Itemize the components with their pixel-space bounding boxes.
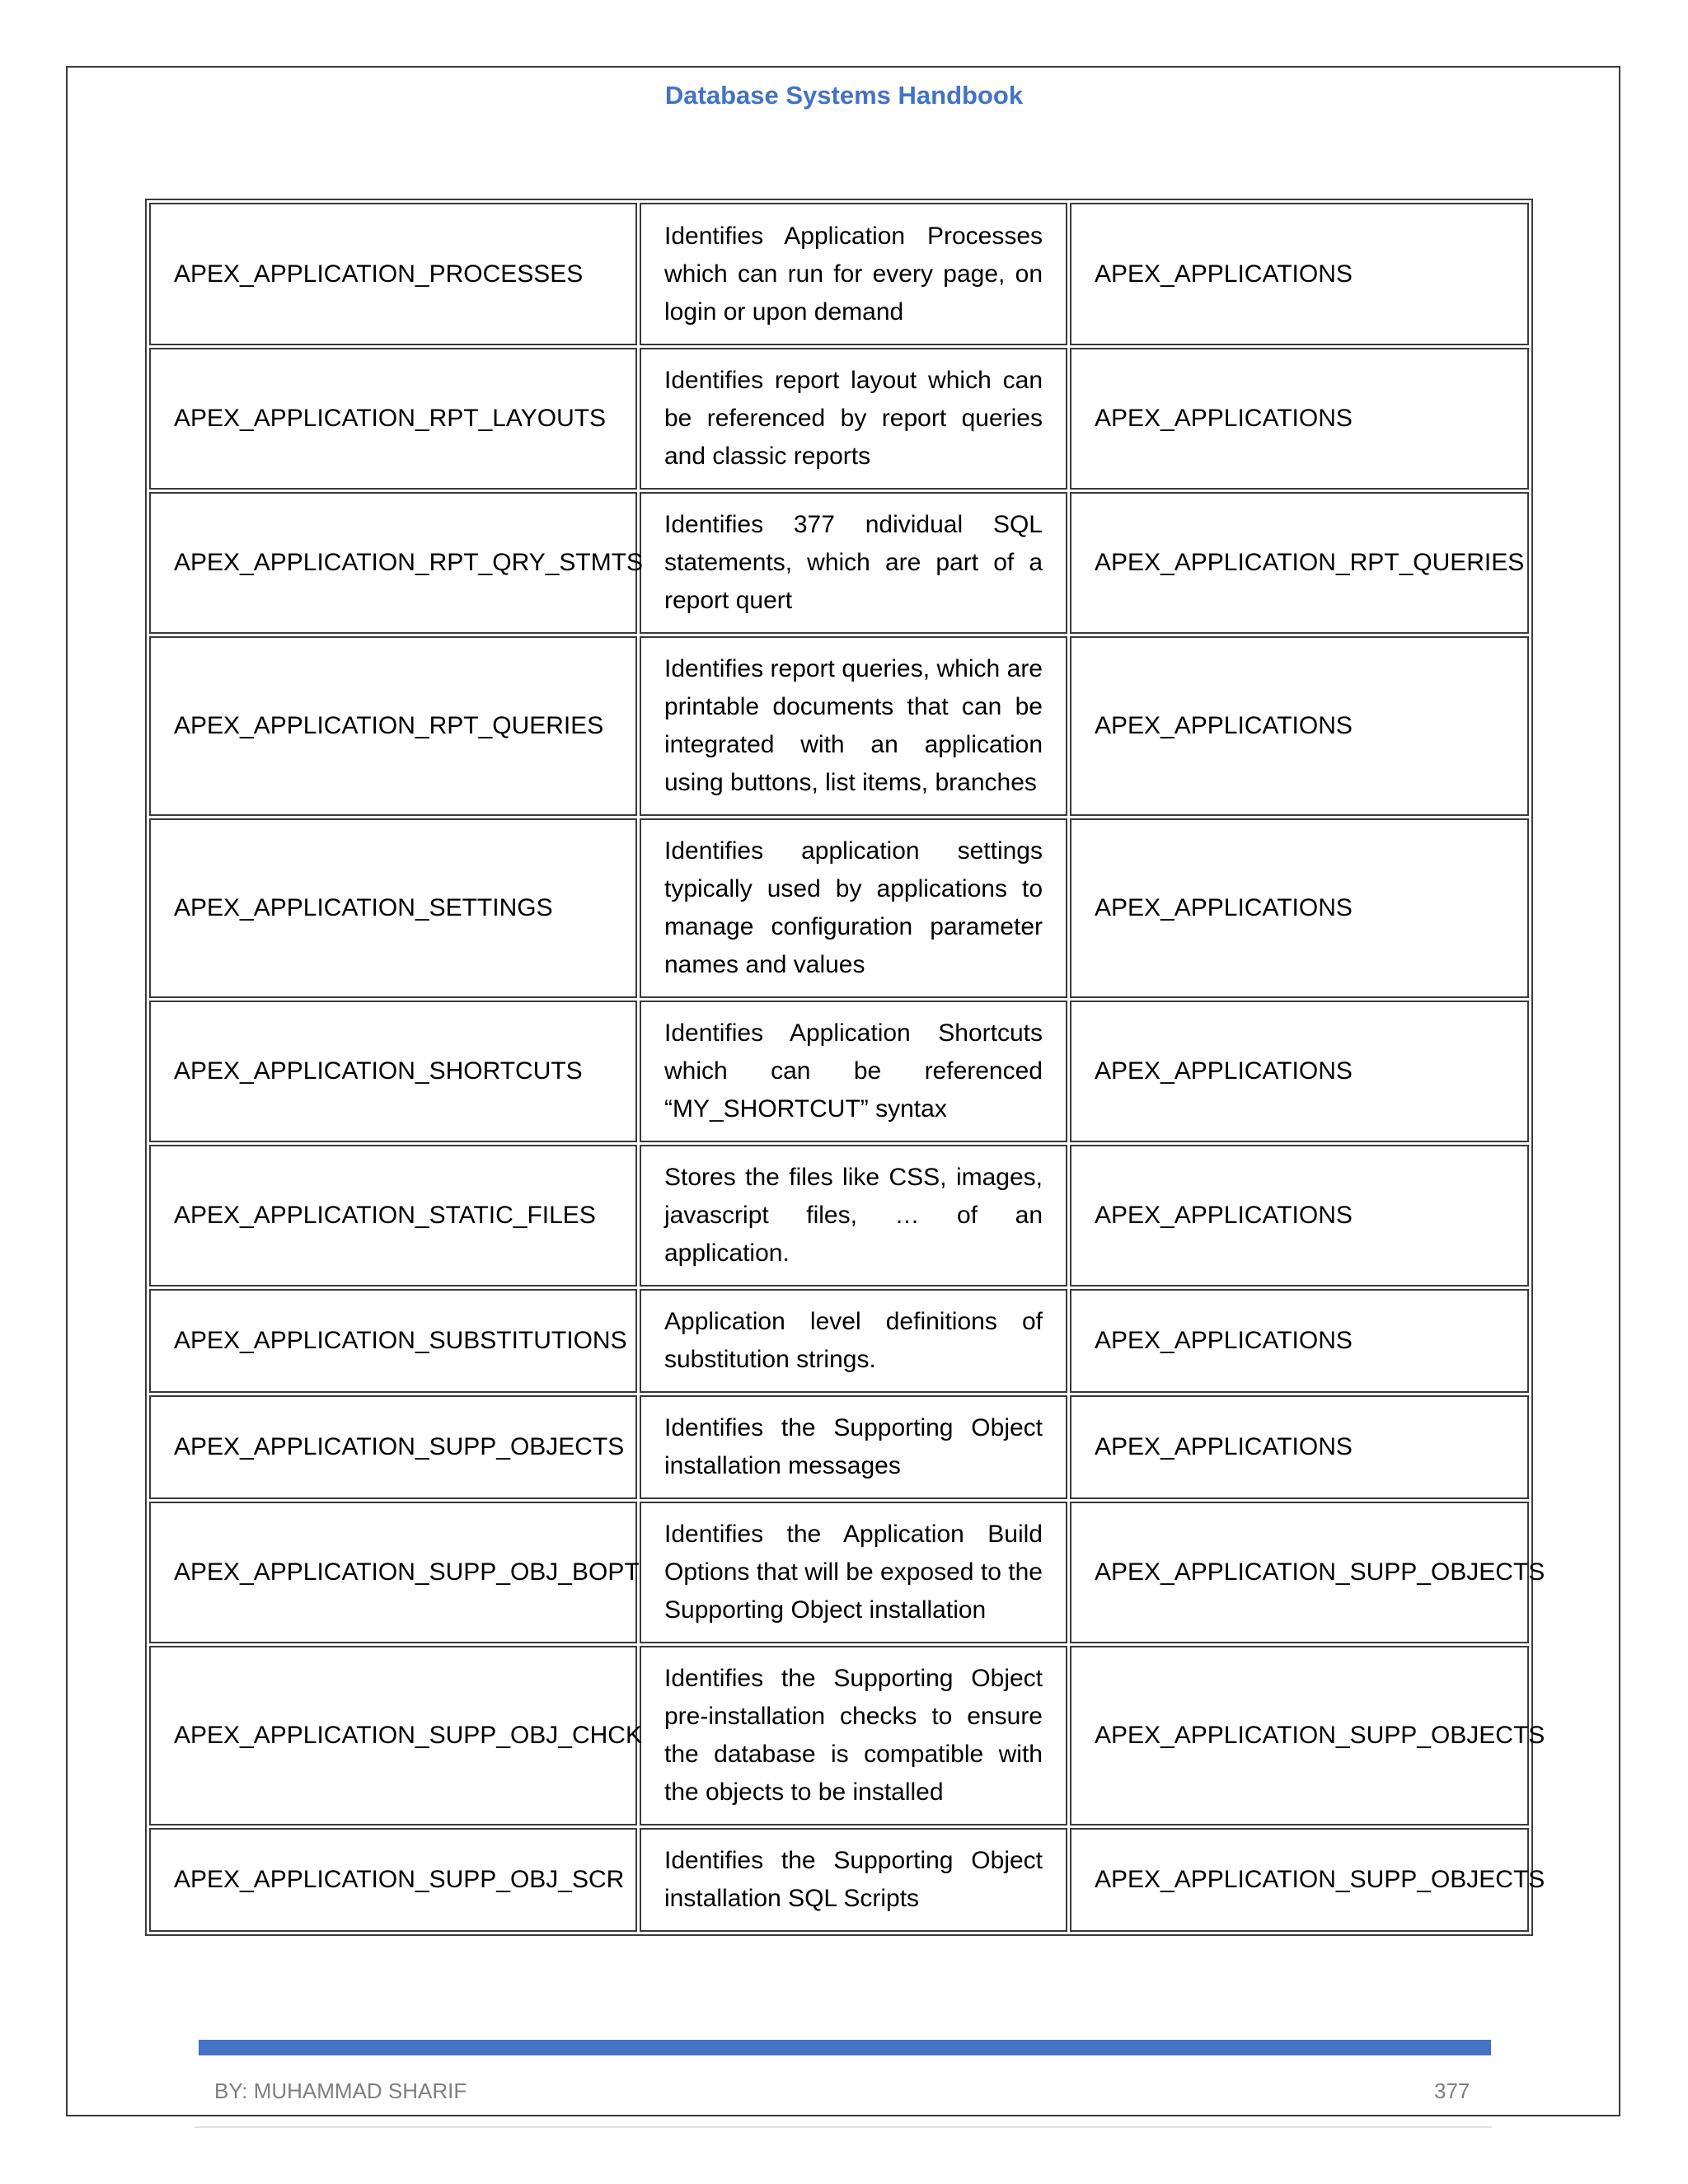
parent-view-cell: APEX_APPLICATIONS [1070, 1145, 1529, 1286]
table-row [149, 818, 1529, 998]
parent-view-cell: APEX_APPLICATIONS [1070, 636, 1529, 816]
view-name-cell: APEX_APPLICATION_SHORTCUTS [149, 1001, 637, 1142]
table-row [149, 1145, 1529, 1286]
description-cell: Identifies the Application Build Options that will be exposed to the Supporting Object installation [640, 1502, 1067, 1643]
footer-accent-bar [199, 2040, 1491, 2055]
view-name-cell: APEX_APPLICATION_SUBSTITUTIONS [149, 1289, 637, 1393]
parent-view-cell: APEX_APPLICATIONS [1070, 1289, 1529, 1393]
footer-page-number: 377 [1434, 2079, 1470, 2103]
parent-view-cell: APEX_APPLICATIONS [1070, 348, 1529, 490]
table-row [149, 1001, 1529, 1142]
table-row [149, 1502, 1529, 1643]
description-cell: Identifies application settings typically used by applications to manage configuration parameter names and values [640, 818, 1067, 998]
description-cell: Application level definitions of substitution strings. [640, 1289, 1067, 1393]
view-name-cell: APEX_APPLICATION_PROCESSES [149, 203, 637, 345]
view-name-cell: APEX_APPLICATION_SUPP_OBJ_SCR [149, 1828, 637, 1932]
view-name-cell: APEX_APPLICATION_RPT_QRY_STMTS [149, 492, 637, 634]
description-cell: Identifies report queries, which are printable documents that can be integrated with an application using buttons, list items, branches [640, 636, 1067, 816]
parent-view-cell: APEX_APPLICATION_SUPP_OBJECTS [1070, 1502, 1529, 1643]
page-header-title: Database Systems Handbook [664, 81, 1024, 110]
table-row [149, 1646, 1529, 1825]
parent-view-cell: APEX_APPLICATIONS [1070, 818, 1529, 998]
description-cell: Identifies Application Shortcuts which can be referenced “MY_SHORTCUT” syntax [640, 1001, 1067, 1142]
table-row [149, 492, 1529, 634]
table-row [149, 636, 1529, 816]
table-row [149, 1395, 1529, 1499]
table-row [149, 348, 1529, 490]
parent-view-cell: APEX_APPLICATION_SUPP_OBJECTS [1070, 1828, 1529, 1932]
parent-view-cell: APEX_APPLICATIONS [1070, 1395, 1529, 1499]
description-cell: Identifies report layout which can be referenced by report queries and classic reports [640, 348, 1067, 490]
view-name-cell: APEX_APPLICATION_SUPP_OBJECTS [149, 1395, 637, 1499]
footer-author: BY: MUHAMMAD SHARIF [214, 2079, 467, 2103]
view-name-cell: APEX_APPLICATION_RPT_LAYOUTS [149, 348, 637, 490]
view-name-cell: APEX_APPLICATION_SETTINGS [149, 818, 637, 998]
table-row [149, 203, 1529, 345]
view-name-cell: APEX_APPLICATION_STATIC_FILES [149, 1145, 637, 1286]
view-name-cell: APEX_APPLICATION_SUPP_OBJ_BOPT [149, 1502, 637, 1643]
description-cell: Identifies the Supporting Object pre-installation checks to ensure the database is compatible with the objects to be installed [640, 1646, 1067, 1825]
parent-view-cell: APEX_APPLICATION_SUPP_OBJECTS [1070, 1646, 1529, 1825]
description-cell: Identifies the Supporting Object installation messages [640, 1395, 1067, 1499]
footer-divider [195, 2126, 1492, 2128]
table-row [149, 1289, 1529, 1393]
description-cell: Identifies 377 ndividual SQL statements, which are part of a report quert [640, 492, 1067, 634]
view-name-cell: APEX_APPLICATION_RPT_QUERIES [149, 636, 637, 816]
description-cell: Stores the files like CSS, images, javascript files, … of an application. [640, 1145, 1067, 1286]
description-cell: Identifies Application Processes which can run for every page, on login or upon demand [640, 203, 1067, 345]
view-name-cell: APEX_APPLICATION_SUPP_OBJ_CHCK [149, 1646, 637, 1825]
parent-view-cell: APEX_APPLICATIONS [1070, 1001, 1529, 1142]
apex-views-table [145, 199, 1545, 1936]
parent-view-cell: APEX_APPLICATION_RPT_QUERIES [1070, 492, 1529, 634]
parent-view-cell: APEX_APPLICATIONS [1070, 203, 1529, 345]
table-row [149, 1828, 1529, 1932]
description-cell: Identifies the Supporting Object installation SQL Scripts [640, 1828, 1067, 1932]
